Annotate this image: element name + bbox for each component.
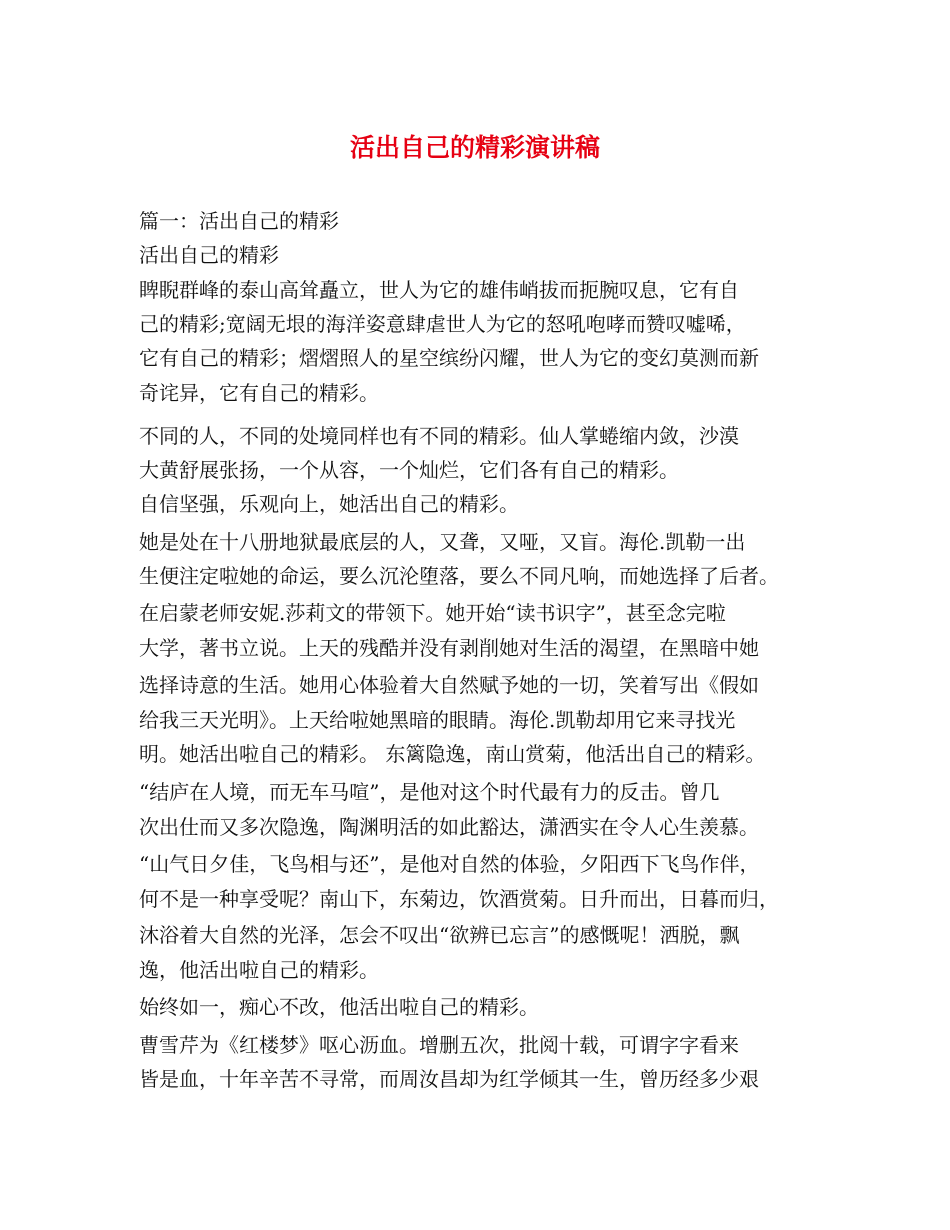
text-line: 始终如一，痴心不改，他活出啦自己的精彩。 bbox=[139, 995, 539, 1019]
text-line: 选择诗意的生活。她用心体验着大自然赋予她的一切，笑着写出《假如 bbox=[139, 673, 759, 697]
text-line: 不同的人，不同的处境同样也有不同的精彩。仙人掌蜷缩内敛，沙漠 bbox=[139, 424, 739, 448]
text-line: 奇诧异，它有自己的精彩。 bbox=[139, 381, 379, 405]
text-line: 它有自己的精彩；熠熠照人的星空缤纷闪耀，世人为它的变幻莫测而新 bbox=[139, 346, 759, 370]
document-title: 活出自己的精彩演讲稿 bbox=[349, 133, 600, 162]
text-line: 篇一：活出自己的精彩 bbox=[139, 209, 339, 233]
text-line: 己的精彩;宽阔无垠的海洋姿意肆虐世人为它的怒吼咆哮而赞叹嘘唏， bbox=[139, 312, 746, 336]
text-line: 曹雪芹为《红楼梦》呕心沥血。增删五次，批阅十载，可谓字字看来 bbox=[139, 1033, 739, 1057]
text-line: 大黄舒展张扬，一个从容，一个灿烂，它们各有自己的精彩。 bbox=[139, 458, 679, 482]
text-line: 何不是一种享受呢？南山下，东菊边，饮酒赏菊。日升而出，日暮而归， bbox=[139, 887, 779, 911]
text-line: 明。她活出啦自己的精彩。 东篱隐逸，南山赏菊，他活出自己的精彩。 bbox=[139, 742, 766, 766]
text-line: 在启蒙老师安妮.莎莉文的带领下。她开始“读书识字”，甚至念完啦 bbox=[139, 601, 726, 625]
text-line: 给我三天光明》。上天给啦她黑暗的眼睛。海伦.凯勒却用它来寻找光 bbox=[139, 708, 736, 732]
text-line: 睥睨群峰的泰山高耸矗立，世人为它的雄伟峭拔而扼腕叹息，它有自 bbox=[139, 278, 739, 302]
text-line: 皆是血，十年辛苦不寻常，而周汝昌却为红学倾其一生，曾历经多少艰 bbox=[139, 1067, 759, 1091]
text-line: 自信坚强，乐观向上，她活出自己的精彩。 bbox=[139, 492, 519, 516]
text-line: 逸，他活出啦自己的精彩。 bbox=[139, 958, 379, 982]
text-line: 沐浴着大自然的光泽，怎会不叹出“欲辨已忘言”的感慨呢！洒脱，飘 bbox=[139, 923, 740, 947]
text-line: 大学，著书立说。上天的残酷并没有剥削她对生活的渴望，在黑暗中她 bbox=[139, 636, 759, 660]
text-line: 生便注定啦她的命运，要么沉沦堕落，要么不同凡响，而她选择了后者。 bbox=[139, 564, 779, 588]
text-line: 她是处在十八册地狱最底层的人，又聋，又哑，又盲。海伦.凯勒一出 bbox=[139, 530, 746, 554]
text-line: “山气日夕佳，飞鸟相与还”，是他对自然的体验，夕阳西下飞鸟作伴， bbox=[139, 852, 760, 876]
text-line: 活出自己的精彩 bbox=[139, 243, 279, 267]
text-line: “结庐在人境，而无车马喧”，是他对这个时代最有力的反击。曾几 bbox=[139, 780, 720, 804]
text-line: 次出仕而又多次隐逸，陶渊明活的如此豁达，潇洒实在令人心生羡慕。 bbox=[139, 815, 759, 839]
